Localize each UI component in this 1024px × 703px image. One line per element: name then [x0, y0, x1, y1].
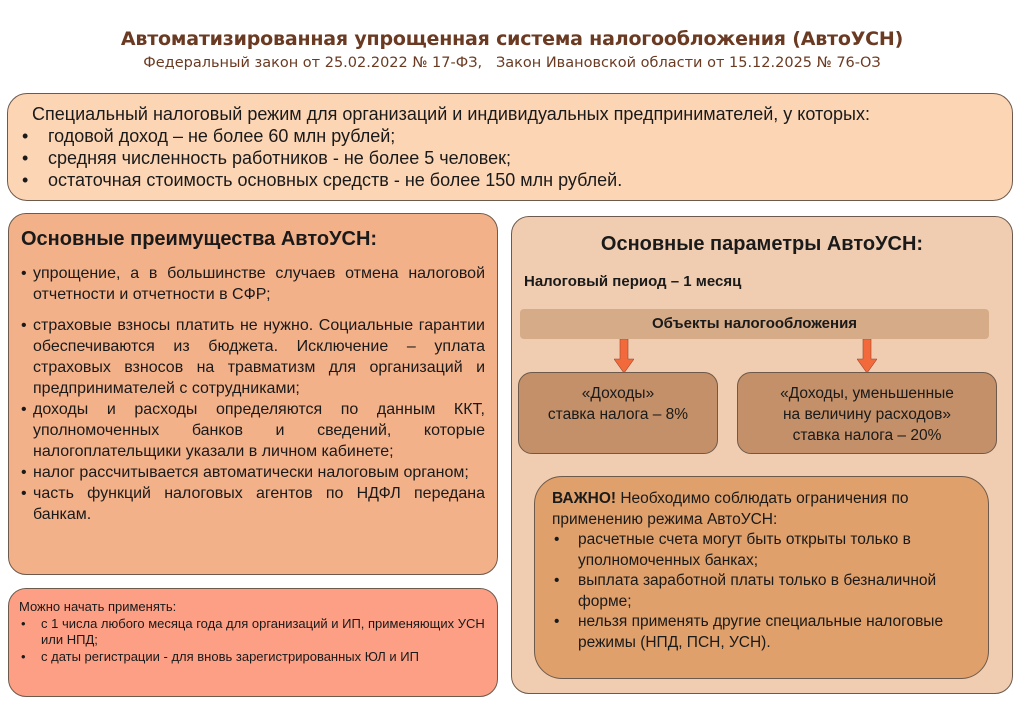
list-item: • расчетные счета могут быть открыты только в уполномоченных банках; — [552, 530, 974, 571]
list-item: • выплата заработной платы только в безналичной форме; — [552, 571, 974, 612]
list-item: • страховые взносы платить не нужно. Социальные гарантии обеспечиваются из бюджета. Исключение – уплата страховых взносов на травматизм для организаций и предпринимателей с сотрудниками; — [21, 315, 485, 399]
start-list — [19, 616, 485, 666]
important-intro — [552, 489, 974, 530]
start-box — [8, 588, 498, 697]
important-list — [552, 530, 974, 653]
list-item: • с даты регистрации - для вновь зарегистрированных ЮЛ и ИП — [19, 649, 485, 666]
object-rate: ставка налога – 20% — [792, 427, 942, 444]
object-name: «Доходы» — [581, 385, 655, 402]
arrow-down-icon — [857, 339, 877, 373]
list-item: • доходы и расходы определяются по данным ККТ, уполномоченных банков и сведений, которые налогоплательщики указали в личном кабинете; — [21, 399, 485, 462]
object-name-cont: на величину расходов» — [782, 406, 952, 423]
page-title: Автоматизированная упрощенная система налогообложения (АвтоУСН) — [120, 28, 904, 50]
list-item: • часть функций налоговых агентов по НДФЛ передана банкам. — [21, 483, 485, 525]
tax-period: Налоговый период – 1 месяц — [524, 273, 742, 290]
parameters-title: Основные параметры АвтоУСН: — [600, 233, 924, 255]
object-rate: ставка налога – 8% — [547, 406, 689, 423]
objects-header: Объекты налогообложения — [520, 309, 989, 339]
parameters-box — [511, 216, 1013, 694]
eligibility-intro: Специальный налоговый режим для организаций и индивидуальных предпринимателей, у которых: — [32, 104, 870, 124]
list-item: • упрощение, а в большинстве случаев отмена налоговой отчетности и отчетности в СФР; — [21, 263, 485, 305]
advantages-title: Основные преимущества АвтоУСН: — [21, 228, 378, 250]
advantages-list — [21, 263, 485, 525]
important-label: ВАЖНО! — [552, 490, 617, 507]
page-subtitle: Федеральный закон от 25.02.2022 № 17-ФЗ, Закон Ивановской области от 15.12.2025 № 76-ОЗ — [143, 55, 881, 71]
eligibility-list — [22, 125, 998, 191]
list-item: • средняя численность работников - не более 5 человек; — [22, 147, 998, 169]
start-intro: Можно начать применять: — [19, 599, 177, 614]
eligibility-box — [7, 93, 1013, 201]
arrow-down-icon — [614, 339, 634, 373]
list-item: • остаточная стоимость основных средств - не более 150 млн рублей. — [22, 169, 998, 191]
advantages-box — [8, 213, 498, 575]
object-name: «Доходы, уменьшенные — [780, 385, 954, 402]
object-income-minus-expenses — [737, 372, 997, 454]
list-item: • годовой доход – не более 60 млн рублей; — [22, 125, 998, 147]
important-text: Необходимо соблюдать ограничения по применению режима АвтоУСН: — [552, 490, 909, 528]
list-item: • с 1 числа любого месяца года для организаций и ИП, применяющих УСН или НПД; — [19, 616, 485, 649]
list-item: • нельзя применять другие специальные налоговые режимы (НПД, ПСН, УСН). — [552, 612, 974, 653]
object-income — [518, 372, 718, 454]
list-item: • налог рассчитывается автоматически налоговым органом; — [21, 462, 485, 483]
important-box — [534, 476, 989, 679]
